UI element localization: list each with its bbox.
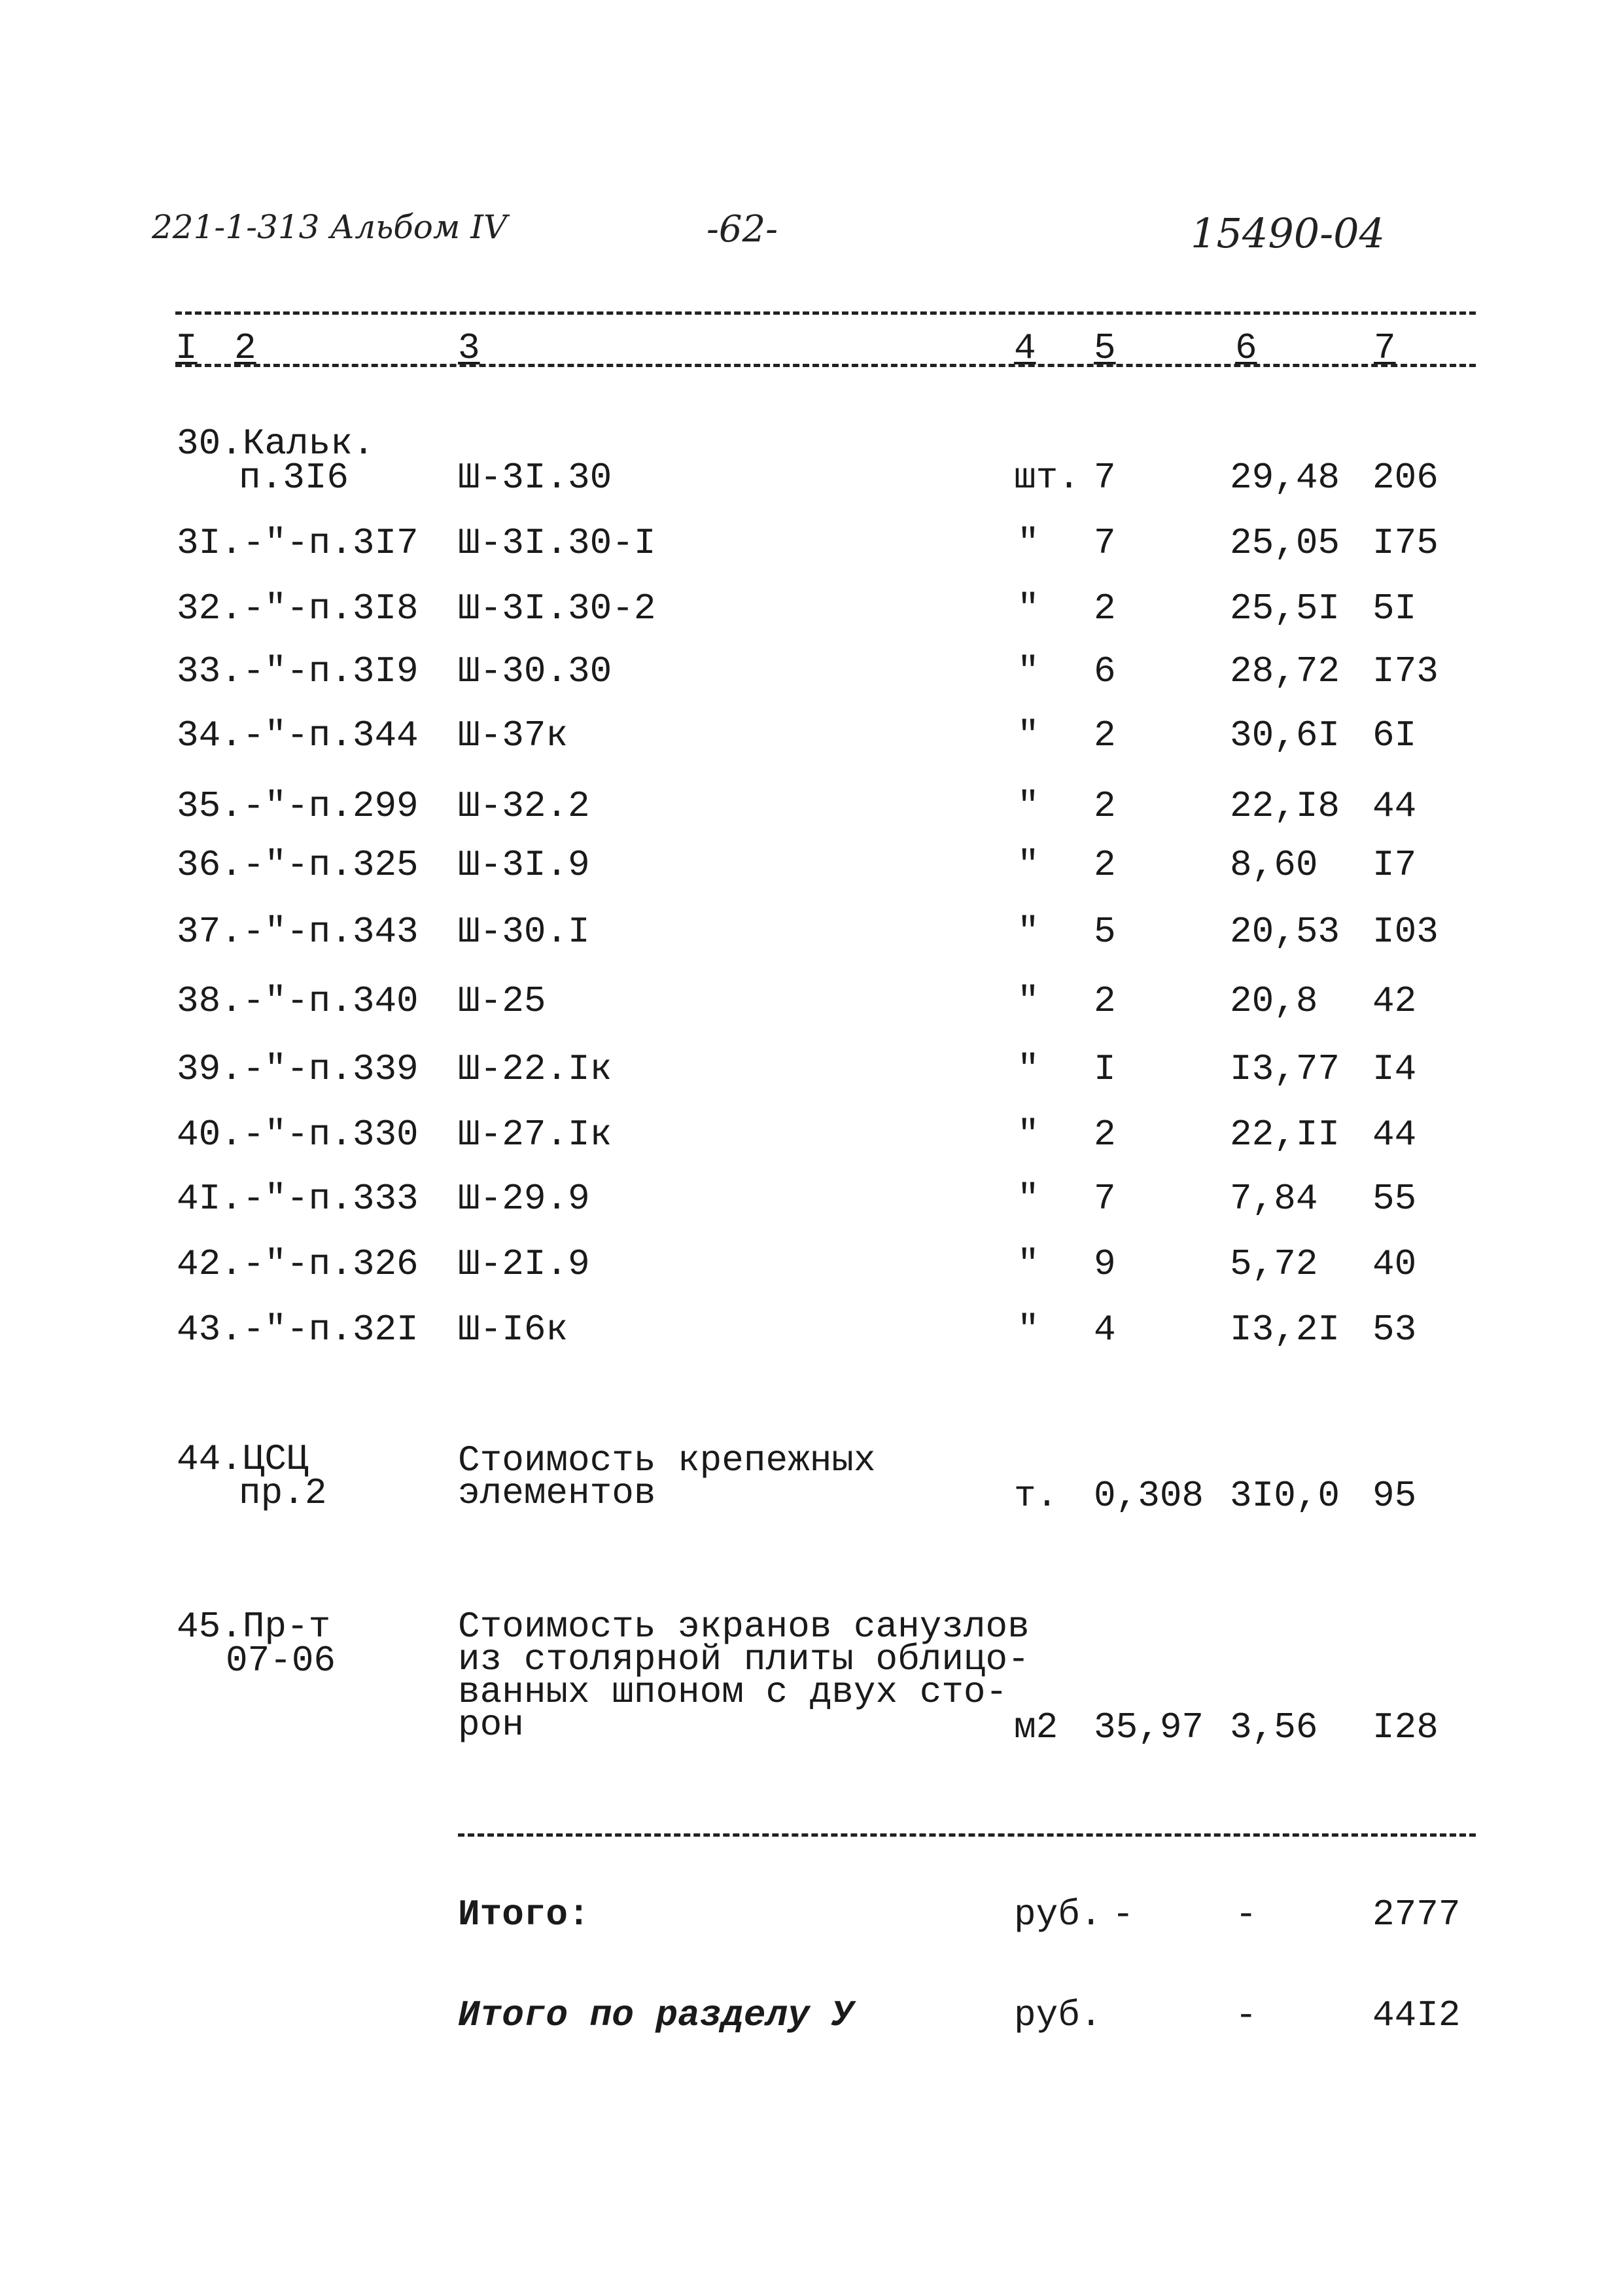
col-header-1: I	[175, 327, 198, 369]
row-ref: 45.Пр-т	[177, 1606, 331, 1648]
row-price: 20,53	[1230, 911, 1340, 953]
row-qty: 2	[1094, 785, 1116, 827]
total-qty: -	[1112, 1894, 1134, 1935]
total-label: Итого:	[458, 1894, 590, 1935]
row-price: 3,56	[1230, 1706, 1318, 1748]
row-name: Ш-32.2	[458, 785, 590, 827]
row-ref: 32.-"-п.3I8	[177, 588, 419, 629]
row-price: 22,II	[1230, 1114, 1340, 1156]
row-name: Ш-30.I	[458, 911, 590, 953]
row-price: 7,84	[1230, 1178, 1318, 1220]
album-note: 221-1-313 Альбом IV	[152, 208, 508, 246]
row-unit: "	[1017, 650, 1039, 692]
row-name-line: Стоимость экранов санузлов	[458, 1606, 1030, 1648]
row-ref-cont: 07-06	[226, 1640, 336, 1682]
row-total: 42	[1372, 980, 1417, 1022]
row-ref: 3I.-"-п.3I7	[177, 522, 419, 564]
row-total: 95	[1372, 1475, 1417, 1517]
row-name: Ш-3I.30-2	[458, 588, 656, 629]
row-ref: 4I.-"-п.333	[177, 1178, 419, 1220]
row-ref: 30.Кальк.	[177, 423, 375, 465]
row-total: I03	[1372, 911, 1439, 953]
row-name: Ш-3I.30-I	[458, 522, 656, 564]
row-unit: "	[1017, 980, 1039, 1022]
row-ref: 34.-"-п.344	[177, 715, 419, 756]
row-price: 8,60	[1230, 844, 1318, 886]
row-total: 53	[1372, 1309, 1417, 1351]
row-unit: "	[1017, 1309, 1039, 1351]
row-name: Ш-3I.9	[458, 844, 590, 886]
row-unit: м2	[1014, 1706, 1058, 1748]
row-unit: "	[1017, 1048, 1039, 1090]
row-unit: "	[1017, 1178, 1039, 1220]
row-qty: I	[1094, 1048, 1116, 1090]
row-qty: 2	[1094, 588, 1116, 629]
row-price: 29,48	[1230, 457, 1340, 499]
row-name: Ш-27.Iк	[458, 1114, 612, 1156]
row-ref: 33.-"-п.3I9	[177, 650, 419, 692]
col-header-2: 2	[234, 327, 256, 369]
row-total: 44	[1372, 785, 1417, 827]
col-header-7: 7	[1374, 327, 1396, 369]
row-qty: 6	[1094, 650, 1116, 692]
row-total: I75	[1372, 522, 1439, 564]
row-ref: 44.ЦСЦ	[177, 1438, 309, 1480]
row-total: 5I	[1372, 588, 1417, 629]
row-unit: шт.	[1014, 457, 1080, 499]
row-ref: 40.-"-п.330	[177, 1114, 419, 1156]
totals-dashed-rule	[458, 1833, 1476, 1837]
row-name-line: рон	[458, 1704, 524, 1746]
row-name: Ш-37к	[458, 715, 568, 756]
document-number: 15490-04	[1191, 209, 1386, 257]
row-ref: 39.-"-п.339	[177, 1048, 419, 1090]
total-value: 2777	[1372, 1894, 1461, 1935]
row-unit: "	[1017, 1243, 1039, 1285]
row-price: I3,77	[1230, 1048, 1340, 1090]
row-price: 3I0,0	[1230, 1475, 1340, 1517]
col-header-6: 6	[1235, 327, 1257, 369]
row-qty: 0,308	[1094, 1475, 1204, 1517]
row-total: 206	[1372, 457, 1439, 499]
row-name: Ш-30.30	[458, 650, 612, 692]
row-total: I28	[1372, 1706, 1439, 1748]
row-price: 25,5I	[1230, 588, 1340, 629]
row-name: Ш-25	[458, 980, 546, 1022]
col-header-4: 4	[1014, 327, 1036, 369]
row-qty: 7	[1094, 1178, 1116, 1220]
row-unit: "	[1017, 588, 1039, 629]
row-unit: "	[1017, 785, 1039, 827]
row-qty: 2	[1094, 980, 1116, 1022]
row-total: 6I	[1372, 715, 1417, 756]
row-unit: "	[1017, 715, 1039, 756]
row-unit: т.	[1014, 1475, 1058, 1517]
row-price: 25,05	[1230, 522, 1340, 564]
top-dashed-rule	[175, 311, 1476, 315]
col-header-3: 3	[458, 327, 480, 369]
row-name-line: Стоимость крепежных	[458, 1439, 876, 1481]
total-label: Итого по разделу У	[458, 1994, 854, 2036]
row-name: Ш-2I.9	[458, 1243, 590, 1285]
row-total: 40	[1372, 1243, 1417, 1285]
total-price: -	[1235, 1894, 1257, 1935]
row-unit: "	[1017, 522, 1039, 564]
row-name-line: из столярной плиты облицо-	[458, 1638, 1030, 1680]
row-name-line: ванных шпоном с двух сто-	[458, 1671, 1008, 1713]
total-price: -	[1235, 1994, 1257, 2036]
total-value: 44I2	[1372, 1994, 1461, 2036]
row-unit: "	[1017, 911, 1039, 953]
row-name: Ш-3I.30	[458, 457, 612, 499]
header-dashed-rule	[175, 364, 1476, 367]
col-header-5: 5	[1094, 327, 1116, 369]
row-price: 22,I8	[1230, 785, 1340, 827]
row-ref-cont: пр.2	[239, 1472, 327, 1514]
page-number: -62-	[707, 208, 778, 251]
row-price: I3,2I	[1230, 1309, 1340, 1351]
row-total: 55	[1372, 1178, 1417, 1220]
row-qty: 9	[1094, 1243, 1116, 1285]
row-total: I73	[1372, 650, 1439, 692]
row-price: 28,72	[1230, 650, 1340, 692]
row-unit: "	[1017, 1114, 1039, 1156]
row-name: Ш-29.9	[458, 1178, 590, 1220]
total-unit: руб.	[1014, 1894, 1102, 1935]
row-unit: "	[1017, 844, 1039, 886]
row-ref: 38.-"-п.340	[177, 980, 419, 1022]
row-qty: 2	[1094, 1114, 1116, 1156]
row-ref: 37.-"-п.343	[177, 911, 419, 953]
row-name-line: элементов	[458, 1472, 656, 1514]
total-unit: руб.	[1014, 1994, 1102, 2036]
row-ref-cont: п.3I6	[239, 457, 349, 499]
row-price: 30,6I	[1230, 715, 1340, 756]
row-qty: 2	[1094, 715, 1116, 756]
row-qty: 7	[1094, 457, 1116, 499]
row-qty: 4	[1094, 1309, 1116, 1351]
row-qty: 2	[1094, 844, 1116, 886]
row-ref: 42.-"-п.326	[177, 1243, 419, 1285]
row-qty: 7	[1094, 522, 1116, 564]
row-qty: 5	[1094, 911, 1116, 953]
row-price: 20,8	[1230, 980, 1318, 1022]
row-total: I7	[1372, 844, 1417, 886]
row-total: 44	[1372, 1114, 1417, 1156]
row-price: 5,72	[1230, 1243, 1318, 1285]
row-total: I4	[1372, 1048, 1417, 1090]
row-qty: 35,97	[1094, 1706, 1204, 1748]
row-name: Ш-I6к	[458, 1309, 568, 1351]
row-ref: 43.-"-п.32I	[177, 1309, 419, 1351]
row-ref: 35.-"-п.299	[177, 785, 419, 827]
row-ref: 36.-"-п.325	[177, 844, 419, 886]
row-name: Ш-22.Iк	[458, 1048, 612, 1090]
